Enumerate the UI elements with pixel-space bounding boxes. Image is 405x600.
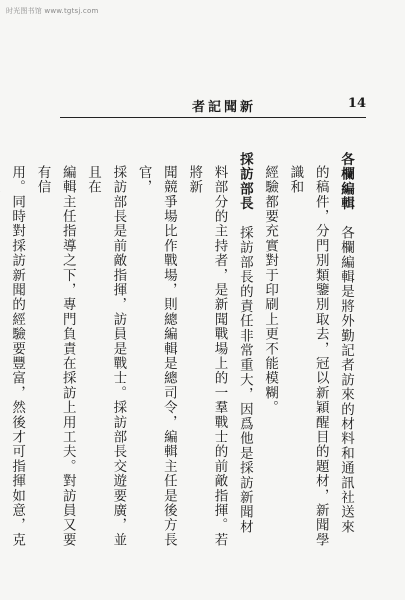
section-heading: 各欄編輯: [338, 152, 354, 211]
body-text: [9, 152, 358, 552]
text-column: [130, 152, 181, 552]
column-text: 的稿件，分門別類鑒別取去，冠以新穎醒目的題材，新聞學識和: [287, 165, 329, 548]
text-column: [29, 152, 80, 552]
text-column: [181, 152, 232, 552]
column-text: 料部分的主持者，是新聞戰場上的一羣戰士的前敵指揮。若將新: [186, 165, 228, 548]
column-text: 採訪部長的責任非常重大，因爲他是採訪新聞材: [236, 210, 253, 535]
section-heading: 採訪部長: [236, 152, 253, 211]
text-column: [282, 152, 333, 552]
page-number: 14: [347, 96, 366, 111]
running-title: 新聞記者: [192, 100, 257, 115]
text-column: [232, 152, 257, 552]
text-column: [333, 152, 358, 552]
column-text: 聞競爭場比作戰場，則總編輯是總司令，編輯主任是後方長官，: [135, 165, 177, 548]
column-text: 經驗都要充實對于印刷上更不能模糊。: [262, 165, 279, 415]
text-column: [0, 152, 29, 552]
column-text: 採訪部長是前敵指揮，訪員是戰士。採訪部長交遊要廣，並且在: [85, 165, 127, 548]
column-text: 各欄編輯是將外勤記者訪來的材料和通訊社送來: [338, 210, 354, 535]
text-column: [80, 152, 131, 552]
column-text: 用。同時對採訪新聞的經驗要豐富，然後才可指揮如意，克: [9, 165, 26, 548]
text-column: [257, 152, 282, 552]
header-rule: [60, 117, 366, 118]
watermark-text: 时光图书馆 www.tgtsj.com: [6, 7, 99, 15]
running-header: [62, 94, 366, 116]
column-text: 編輯主任指導之下，專門負責在採訪上用工夫。對訪員又要有信: [34, 165, 76, 548]
